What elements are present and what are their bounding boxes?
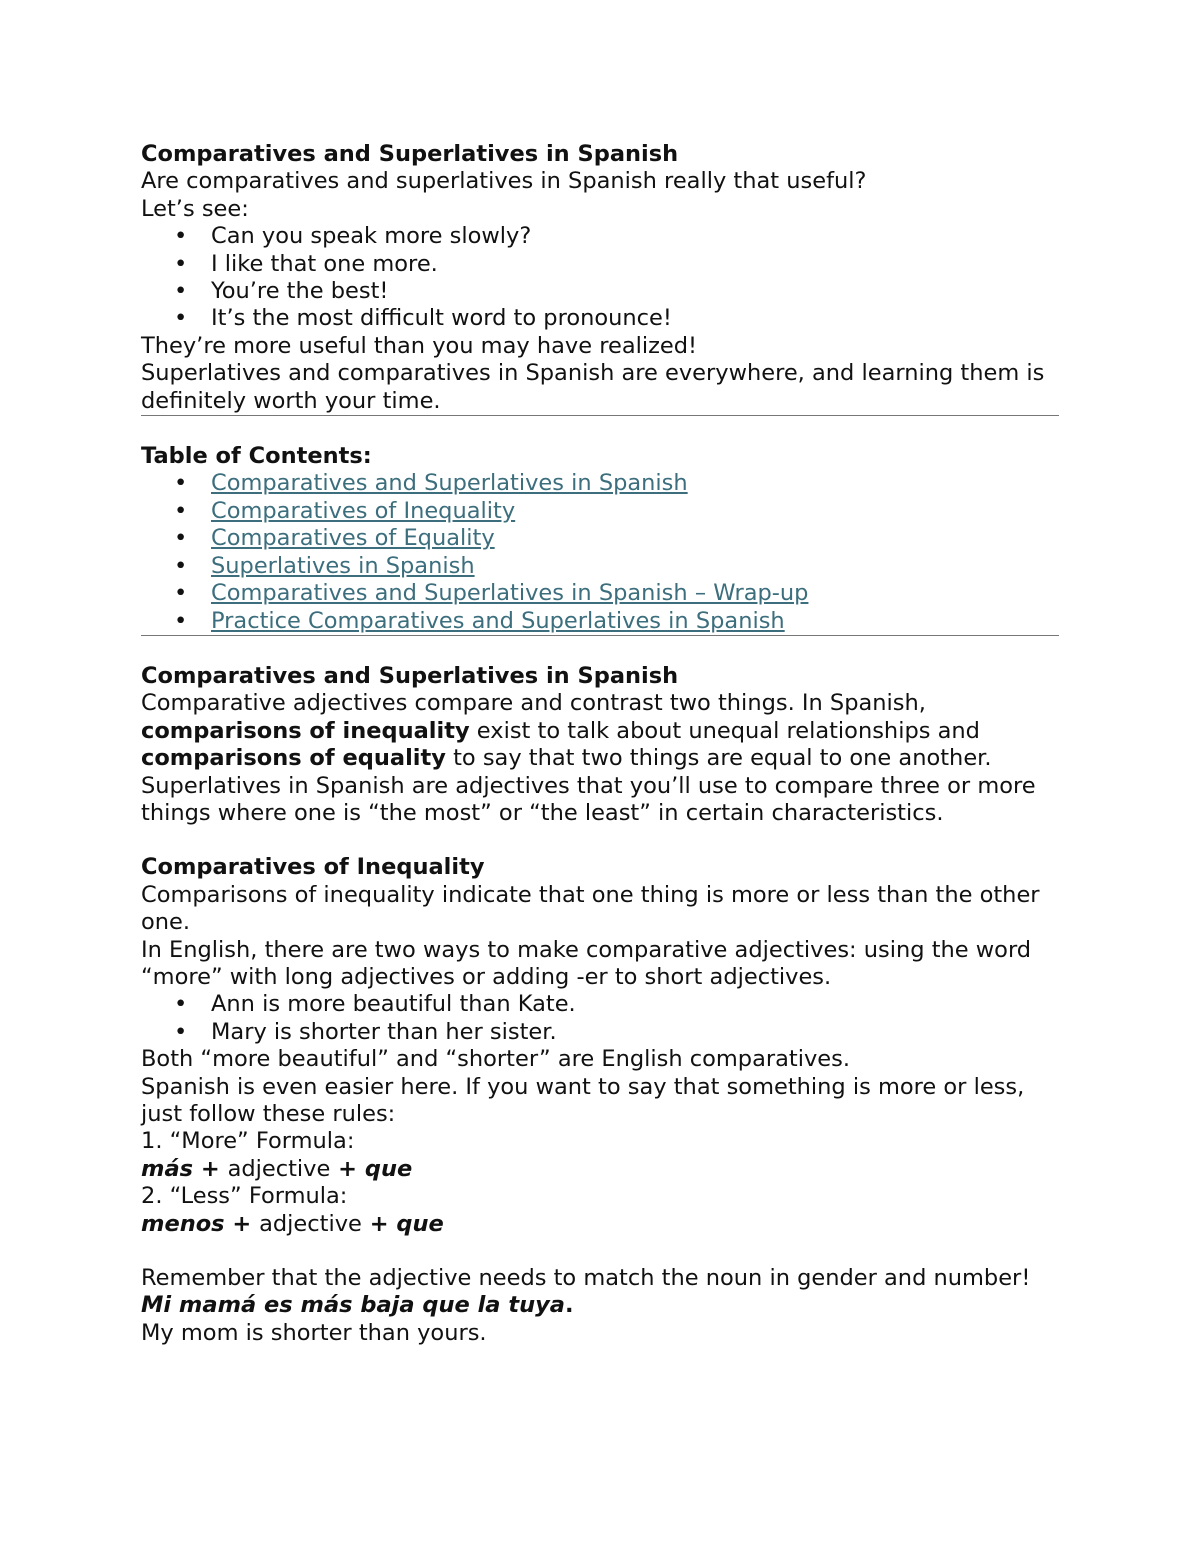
intro-lets-see: Let’s see: (141, 195, 249, 222)
bullet-icon: • (174, 580, 188, 607)
section2-paragraph-4: Spanish is even easier here. If you want to say that something is more or less, just follow these rules: (141, 1073, 1025, 1127)
section2-title: Comparatives of Inequality (141, 854, 485, 881)
bullet-icon: • (174, 305, 188, 332)
toc-link-wrap-up[interactable]: Comparatives and Superlatives in Spanish – Wrap-up (211, 580, 809, 607)
list-item: • Mary is shorter than her sister. (174, 1018, 557, 1045)
section1-paragraph-1: Comparative adjectives compare and contrast two things. In Spanish, comparisons of inequality exist to talk about unequal relationships and comparisons of equality to say that two things are equal to one another. (141, 690, 992, 772)
intro-title: Comparatives and Superlatives in Spanish (141, 141, 679, 167)
list-item: • You’re the best! (174, 278, 389, 305)
toc-link-practice[interactable]: Practice Comparatives and Superlatives in Spanish (211, 607, 785, 634)
section1-title: Comparatives and Superlatives in Spanish (141, 662, 679, 689)
intro-everywhere: Superlatives and comparatives in Spanish are everywhere, and learning them is definitely worth your time. (141, 360, 1059, 416)
toc-item (141, 470, 1059, 497)
toc-title: Table of Contents: (141, 443, 372, 470)
toc-list (141, 470, 1059, 635)
more-formula-label: 1. “More” Formula: (141, 1128, 355, 1155)
list-item: • It’s the most difficult word to pronounce! (174, 305, 672, 332)
spacer (141, 636, 1059, 663)
section2-examples-list (141, 991, 1059, 1046)
example-spanish: Mi mamá es más baja que la tuya. (141, 1292, 574, 1319)
section1-paragraph-2: Superlatives in Spanish are adjectives that you’ll use to compare three or more things where one is “the most” or “the least” in certain characteristics. (141, 772, 1036, 826)
bullet-icon: • (174, 497, 188, 524)
list-item: • Can you speak more slowly? (174, 223, 532, 250)
intro-question: Are comparatives and superlatives in Spanish really that useful? (141, 168, 867, 195)
section2-paragraph-1: Comparisons of inequality indicate that one thing is more or less than the other one. (141, 881, 1040, 936)
bullet-icon: • (174, 223, 188, 250)
spacer (141, 1238, 1059, 1265)
remember-note: Remember that the adjective needs to match the noun in gender and number! (141, 1265, 1031, 1292)
spacer (141, 827, 1059, 854)
toc-item (141, 553, 1059, 580)
less-formula-label: 2. “Less” Formula: (141, 1183, 348, 1210)
bullet-icon: • (174, 552, 188, 579)
list-item: • I like that one more. (174, 250, 438, 277)
toc-link-inequality[interactable]: Comparatives of Inequality (211, 497, 516, 524)
toc-link-superlatives[interactable]: Superlatives in Spanish (211, 552, 475, 579)
list-item: • Ann is more beautiful than Kate. (174, 991, 576, 1018)
toc-item (141, 525, 1059, 552)
bullet-icon: • (174, 470, 188, 497)
bullet-icon: • (174, 525, 188, 552)
toc-item (141, 608, 1059, 635)
bullet-icon: • (174, 1018, 188, 1045)
bullet-icon: • (174, 250, 188, 277)
document-page (141, 141, 1059, 1347)
toc-link-equality[interactable]: Comparatives of Equality (211, 525, 495, 552)
bullet-icon: • (174, 278, 188, 305)
section2-paragraph-3: Both “more beautiful” and “shorter” are English comparatives. (141, 1046, 851, 1073)
less-formula: menos + adjective + que (141, 1210, 444, 1237)
bullet-icon: • (174, 607, 188, 634)
example-english: My mom is shorter than yours. (141, 1319, 487, 1346)
toc-item (141, 498, 1059, 525)
toc-item (141, 580, 1059, 607)
spacer (141, 416, 1059, 443)
more-formula: más + adjective + que (141, 1155, 413, 1182)
toc-link-comparatives-superlatives[interactable]: Comparatives and Superlatives in Spanish (211, 470, 688, 497)
intro-examples-list (141, 223, 1059, 333)
bullet-icon: • (174, 991, 188, 1018)
intro-useful: They’re more useful than you may have realized! (141, 332, 698, 359)
section2-paragraph-2: In English, there are two ways to make comparative adjectives: using the word “more” with long adjectives or adding -er to short adjectives. (141, 936, 1032, 990)
